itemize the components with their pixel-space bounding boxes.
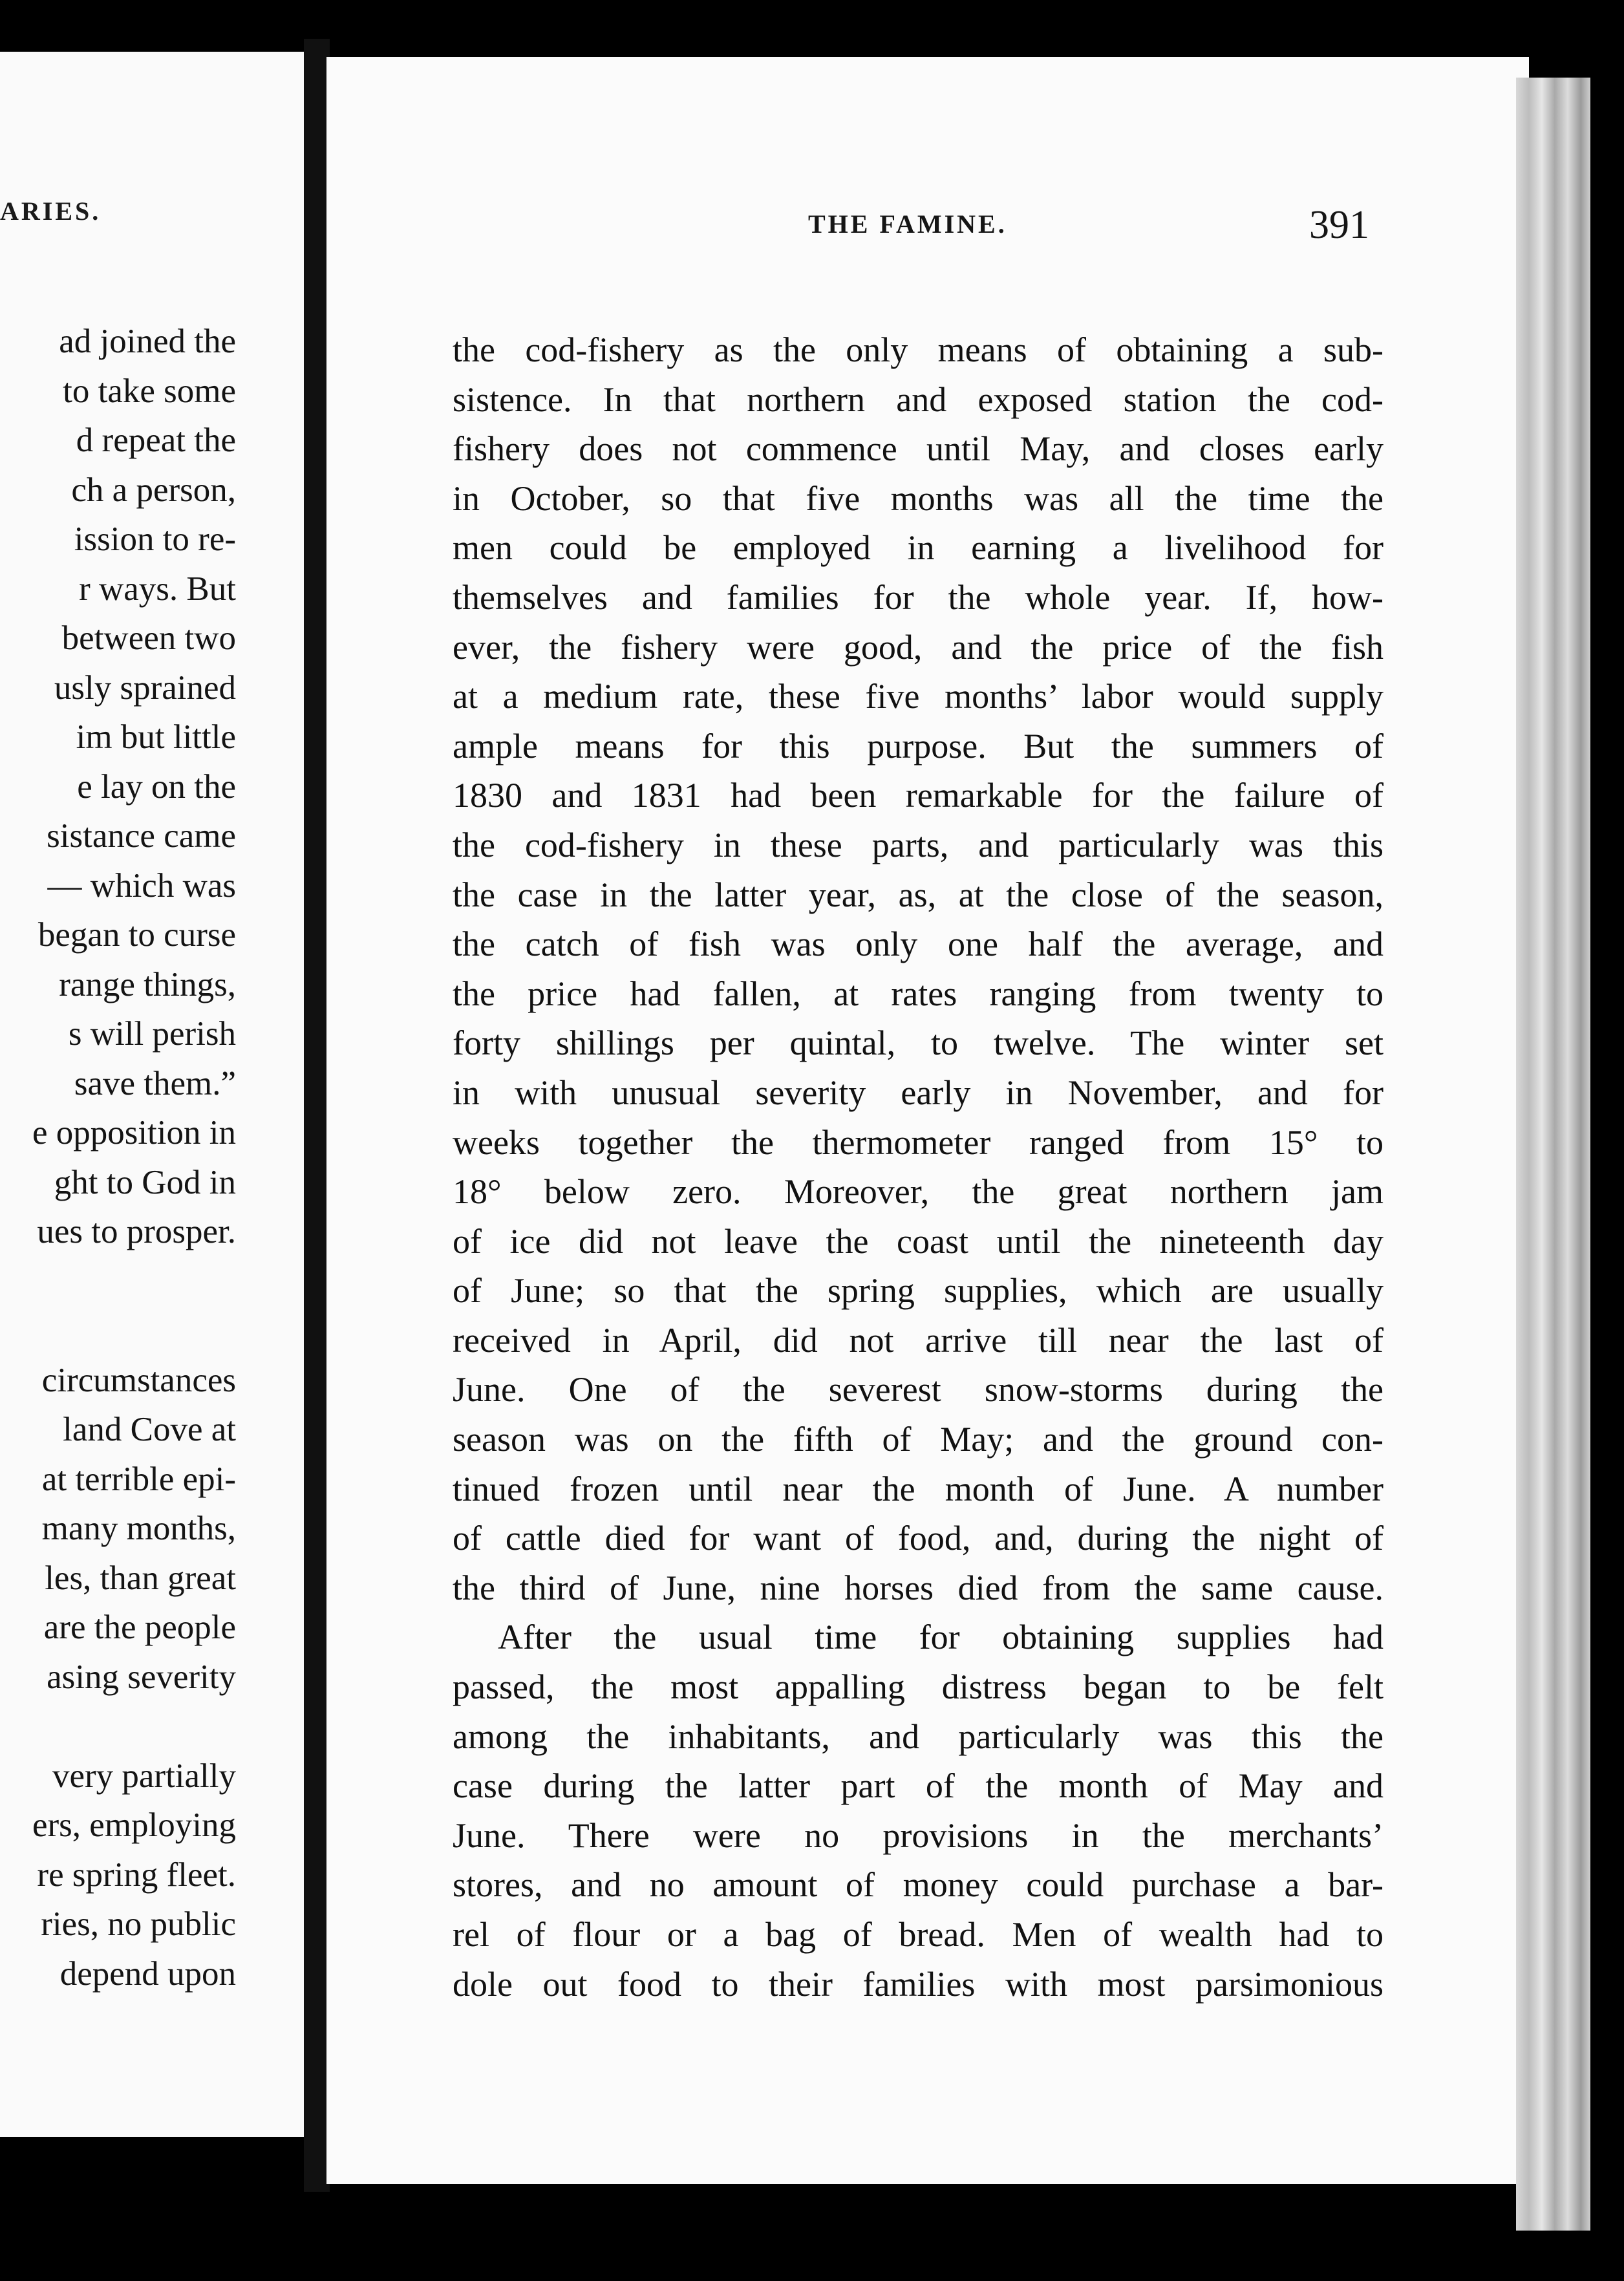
- left-text-line: ad joined the: [59, 323, 236, 360]
- page-number: 391: [1309, 203, 1369, 247]
- text-line: the cod-fishery in these parts, and particularly was this: [453, 825, 1384, 864]
- left-text-line: d repeat the: [76, 422, 236, 459]
- text-line: of June; so that the spring supplies, which are usually: [453, 1271, 1384, 1311]
- left-text-line: very partially: [52, 1757, 236, 1795]
- text-line: tinued frozen until near the month of June. A number: [453, 1469, 1384, 1508]
- left-text-line: les, than great: [45, 1559, 236, 1597]
- text-line: the price had fallen, at rates ranging from twenty to: [453, 974, 1384, 1013]
- left-text-line: ght to God in: [54, 1163, 236, 1201]
- text-line: fishery does not commence until May, and closes early: [453, 429, 1384, 469]
- left-text-line: s will perish: [68, 1015, 236, 1053]
- left-text-line: [0, 1306, 236, 1356]
- text-line: rel of flour or a bag of bread. Men of wealth had to: [453, 1915, 1384, 1954]
- text-line: ample means for this purpose. But the summers of: [453, 726, 1384, 766]
- left-text-line: at terrible epi-: [41, 1460, 236, 1498]
- running-title: THE FAMINE.: [808, 209, 1007, 239]
- left-text-line: ch a person,: [71, 471, 236, 509]
- left-text-line: began to curse: [37, 916, 236, 954]
- left-text-line: circumstances: [41, 1361, 236, 1399]
- text-line: dole out food to their families with most parsimonious: [453, 1964, 1384, 2004]
- left-text-line: [0, 1257, 236, 1307]
- left-text-line: ries, no public: [41, 1905, 236, 1943]
- text-line: of ice did not leave the coast until the nineteenth day: [453, 1221, 1384, 1261]
- text-line: men could be employed in earning a livelihood for: [453, 528, 1384, 568]
- text-line: among the inhabitants, and particularly was this the: [453, 1717, 1384, 1756]
- text-line: the catch of fish was only one half the average, and: [453, 925, 1384, 964]
- left-text-line: land Cove at: [63, 1411, 236, 1448]
- left-text-line: save them.”: [74, 1064, 236, 1102]
- left-text-line: r ways. But: [79, 570, 236, 608]
- text-line: in with unusual severity early in November, and for: [453, 1073, 1384, 1112]
- left-text-line: — which was: [47, 866, 236, 905]
- left-text-line: are the people: [43, 1609, 236, 1646]
- left-text-line: [0, 1702, 236, 1751]
- left-text-line: to take some: [63, 372, 236, 410]
- text-line: case during the latter part of the month of May and: [453, 1766, 1384, 1806]
- page-edge-stack: [1516, 78, 1590, 2231]
- page-body-text: [453, 325, 1384, 2009]
- text-line: forty shillings per quintal, to twelve. The winter set: [453, 1023, 1384, 1063]
- left-text-line: between two: [61, 619, 236, 657]
- text-line: ever, the fishery were good, and the price of the fish: [453, 627, 1384, 667]
- text-line: themselves and families for the whole year. If, how-: [453, 577, 1384, 617]
- left-running-head: ARIES.: [0, 197, 102, 226]
- text-line: After the usual time for obtaining supplies had: [498, 1618, 1384, 1657]
- left-text-line: sistance came: [47, 817, 236, 855]
- text-line: June. One of the severest snow-storms during the: [453, 1370, 1384, 1409]
- text-line: of cattle died for want of food, and, during the night of: [453, 1519, 1384, 1558]
- text-line: weeks together the thermometer ranged from 15° to: [453, 1122, 1384, 1162]
- left-text-line: im but little: [76, 718, 236, 756]
- text-line: 18° below zero. Moreover, the great northern jam: [453, 1172, 1384, 1212]
- text-line: passed, the most appalling distress began to be felt: [453, 1667, 1384, 1707]
- left-text-line: many months,: [41, 1510, 236, 1547]
- text-line: stores, and no amount of money could purchase a bar-: [453, 1865, 1384, 1905]
- page-header: [326, 202, 1529, 254]
- text-line: received in April, did not arrive till near the last of: [453, 1320, 1384, 1360]
- left-text-line: ers, employing: [32, 1806, 236, 1844]
- text-line: in October, so that five months was all the time the: [453, 478, 1384, 518]
- left-text-line: depend upon: [59, 1954, 236, 1993]
- right-page: [326, 57, 1529, 2184]
- left-text-line: e lay on the: [77, 767, 236, 806]
- left-text-line: ission to re-: [74, 520, 236, 558]
- left-text-line: usly sprained: [54, 669, 236, 707]
- left-text-line: re spring fleet.: [37, 1856, 236, 1894]
- text-line: the case in the latter year, as, at the close of the season,: [453, 875, 1384, 914]
- text-line: season was on the fifth of May; and the ground con-: [453, 1420, 1384, 1459]
- book-gutter: [304, 39, 330, 2192]
- left-text-line: asing severity: [47, 1658, 236, 1696]
- left-page-text: [0, 317, 236, 1998]
- text-line: 1830 and 1831 had been remarkable for the failure of: [453, 776, 1384, 815]
- left-text-line: ues to prosper.: [37, 1213, 236, 1250]
- left-text-line: e opposition in: [32, 1114, 236, 1151]
- left-page: [0, 52, 306, 2137]
- text-line: the third of June, nine horses died from the same cause.: [453, 1568, 1384, 1607]
- text-line: the cod-fishery as the only means of obtaining a sub-: [453, 330, 1384, 369]
- text-line: sistence. In that northern and exposed station the cod-: [453, 380, 1384, 419]
- left-text-line: range things,: [59, 965, 236, 1003]
- text-line: June. There were no provisions in the merchants’: [453, 1815, 1384, 1855]
- text-line: at a medium rate, these five months’ labor would supply: [453, 677, 1384, 716]
